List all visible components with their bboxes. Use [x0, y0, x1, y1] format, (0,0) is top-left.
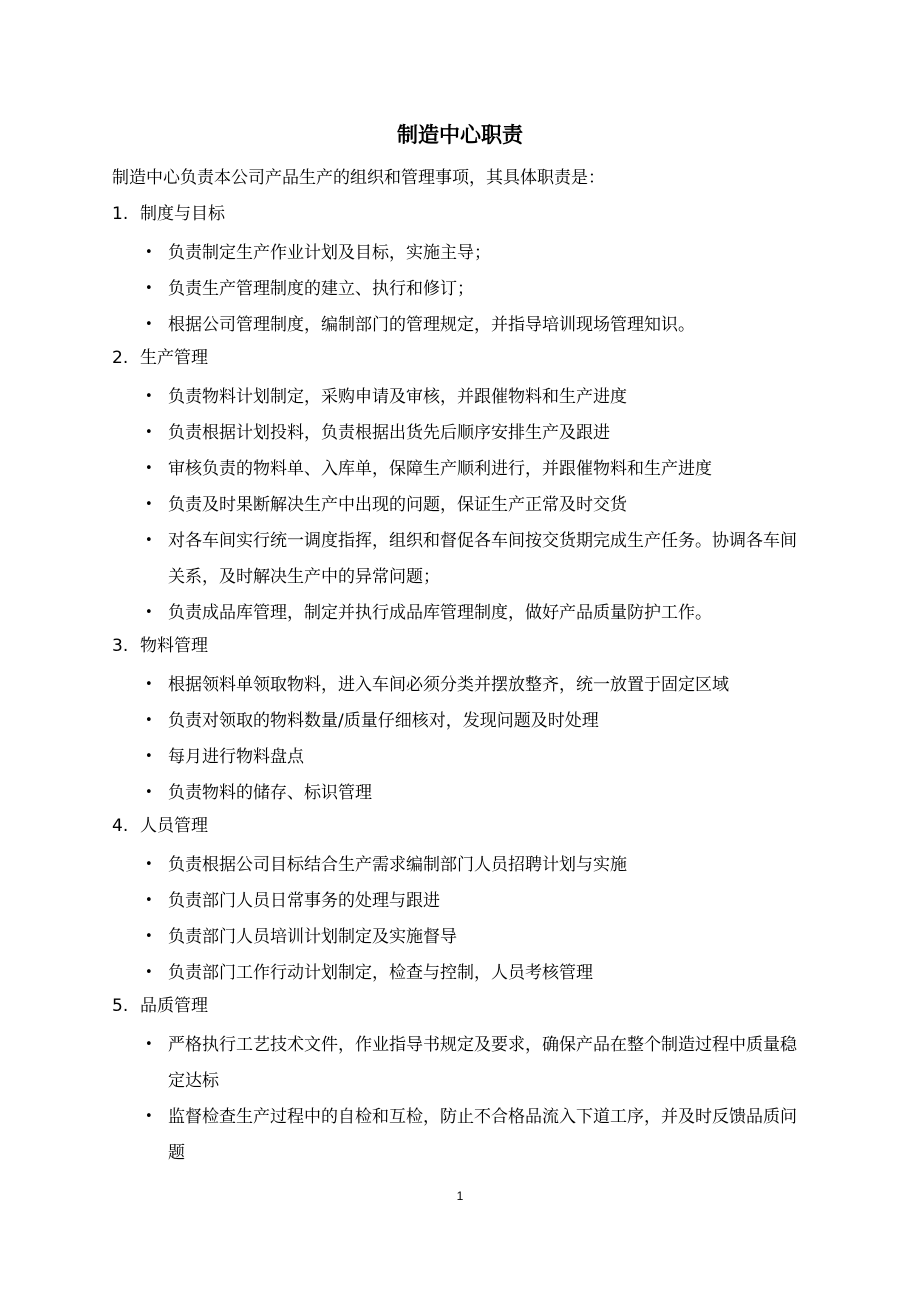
section-4: [0, 811, 920, 991]
section-1: [0, 199, 920, 343]
list-item: [0, 1099, 920, 1171]
list-item-text: 负责生产管理制度的建立、执行和修订；: [168, 279, 474, 299]
bullet-icon: •: [145, 749, 153, 764]
list-item-text: 负责成品库管理，制定并执行成品库管理制度，做好产品质量防护工作。: [168, 603, 712, 623]
section-heading: [0, 811, 920, 847]
list-item: [0, 595, 920, 631]
bullet-icon: •: [145, 425, 153, 440]
section-heading: [0, 199, 920, 235]
list-item: [0, 919, 920, 955]
section-items: [0, 1027, 920, 1171]
list-item: [0, 1027, 920, 1099]
bullet-icon: •: [145, 281, 153, 296]
list-item-text: 负责对领取的物料数量/质量仔细核对，发现问题及时处理: [168, 711, 599, 731]
section-heading: [0, 631, 920, 667]
bullet-icon: •: [145, 893, 153, 908]
section-items: [0, 667, 920, 811]
list-item-text: 负责根据计划投料，负责根据出货先后顺序安排生产及跟进: [168, 423, 610, 443]
section-heading: [0, 343, 920, 379]
section-items: [0, 379, 920, 631]
bullet-icon: •: [145, 857, 153, 872]
section-title: 物料管理: [140, 636, 208, 656]
section-title: 制度与目标: [140, 204, 225, 224]
bullet-icon: •: [145, 713, 153, 728]
list-item-text: 每月进行物料盘点: [168, 747, 304, 767]
list-item-text: 负责根据公司目标结合生产需求编制部门人员招聘计划与实施: [168, 855, 627, 875]
list-item-text: 负责物料的储存、标识管理: [168, 783, 372, 803]
list-item: [0, 703, 920, 739]
list-item: [0, 739, 920, 775]
list-item-text: 根据公司管理制度，编制部门的管理规定，并指导培训现场管理知识。: [168, 315, 695, 335]
list-item: [0, 415, 920, 451]
bullet-icon: •: [145, 1037, 153, 1052]
bullet-icon: •: [145, 533, 153, 548]
list-item: [0, 235, 920, 271]
list-item: [0, 847, 920, 883]
bullet-icon: •: [145, 605, 153, 620]
bullet-icon: •: [145, 965, 153, 980]
bullet-icon: •: [145, 389, 153, 404]
bullet-icon: •: [145, 1109, 153, 1124]
list-item-text: 严格执行工艺技术文件，作业指导书规定及要求，确保产品在整个制造过程中质量稳定达标: [168, 1035, 797, 1091]
list-item: [0, 379, 920, 415]
list-item-text: 对各车间实行统一调度指挥，组织和督促各车间按交货期完成生产任务。协调各车间关系，及时解决生产中的异常问题；: [168, 531, 797, 587]
section-number: 1.: [112, 204, 129, 224]
list-item-text: 负责制定生产作业计划及目标，实施主导；: [168, 243, 491, 263]
bullet-icon: •: [145, 677, 153, 692]
list-item: [0, 523, 920, 595]
section-number: 4.: [112, 816, 129, 836]
section-title: 生产管理: [140, 348, 208, 368]
list-item-text: 监督检查生产过程中的自检和互检，防止不合格品流入下道工序，并及时反馈品质问题: [168, 1107, 797, 1163]
list-item-text: 负责部门人员培训计划制定及实施督导: [168, 927, 457, 947]
page-title: 制造中心职责: [397, 123, 523, 147]
section-heading: [0, 991, 920, 1027]
list-item: [0, 307, 920, 343]
duties-list: [0, 199, 920, 1171]
page-number: 1: [456, 1189, 464, 1203]
list-item-text: 负责部门人员日常事务的处理与跟进: [168, 891, 440, 911]
bullet-icon: •: [145, 245, 153, 260]
list-item: [0, 955, 920, 991]
list-item: [0, 775, 920, 811]
section-number: 3.: [112, 636, 129, 656]
bullet-icon: •: [145, 461, 153, 476]
list-item: [0, 883, 920, 919]
section-items: [0, 847, 920, 991]
list-item: [0, 271, 920, 307]
list-item-text: 负责及时果断解决生产中出现的问题，保证生产正常及时交货: [168, 495, 627, 515]
list-item: [0, 487, 920, 523]
bullet-icon: •: [145, 929, 153, 944]
section-number: 2.: [112, 348, 129, 368]
section-3: [0, 631, 920, 811]
list-item-text: 审核负责的物料单、入库单，保障生产顺利进行，并跟催物料和生产进度: [168, 459, 712, 479]
section-title: 人员管理: [140, 816, 208, 836]
list-item-text: 负责物料计划制定，采购申请及审核，并跟催物料和生产进度: [168, 387, 627, 407]
bullet-icon: •: [145, 317, 153, 332]
list-item-text: 负责部门工作行动计划制定，检查与控制，人员考核管理: [168, 963, 593, 983]
section-items: [0, 235, 920, 343]
list-item: [0, 667, 920, 703]
section-number: 5.: [112, 996, 129, 1016]
intro-paragraph: 制造中心负责本公司产品生产的组织和管理事项，其具体职责是：: [112, 168, 605, 188]
section-5: [0, 991, 920, 1171]
bullet-icon: •: [145, 785, 153, 800]
section-2: [0, 343, 920, 631]
section-title: 品质管理: [140, 996, 208, 1016]
bullet-icon: •: [145, 497, 153, 512]
list-item-text: 根据领料单领取物料，进入车间必须分类并摆放整齐，统一放置于固定区域: [168, 675, 729, 695]
list-item: [0, 451, 920, 487]
